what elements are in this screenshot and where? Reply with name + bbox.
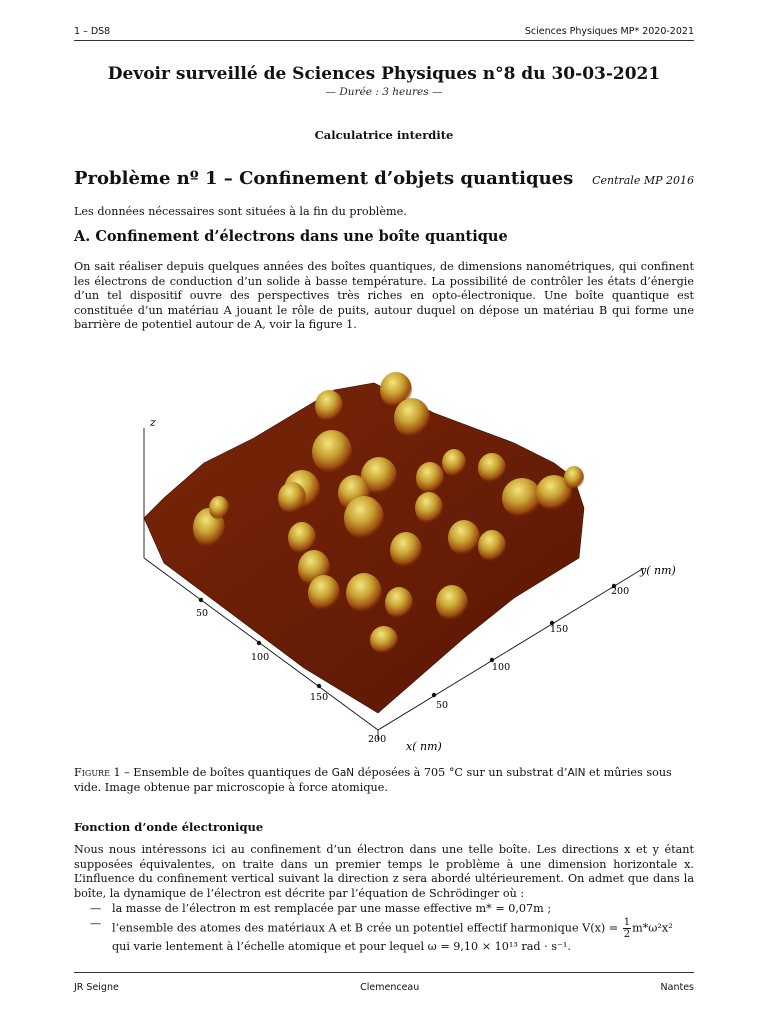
x-tick-50: 50: [196, 608, 209, 619]
figure-caption: Figure 1 – Ensemble de boîtes quantiques de GaN déposées à 705 °C sur un substrat d’AlN et mûries sous vide. Image obtenue par microscopie à force atomique.: [74, 766, 672, 794]
footer-rule: [74, 972, 694, 973]
footer-left: JR Seigne: [74, 982, 119, 993]
y-tick-150: 150: [550, 624, 569, 635]
caption-label: Figure 1: [74, 766, 121, 779]
calculator-notice: Calculatrice interdite: [314, 128, 454, 142]
aln-term: AlN: [567, 767, 586, 779]
header-left: 1 – DS8: [74, 26, 111, 37]
footer-right: Nantes: [660, 982, 694, 993]
paragraph-1: On sait réaliser depuis quelques années des boîtes quantiques, de dimensions nanométriques, qui confinent les électrons de conduction d’un solide à basse température. La possibilité de contrôler les états d’énergie d’un tel dispositif ouvre des perspectives très riches en opto-électronique. Une boîte quantique est constituée d’un matériau A jouant le rôle de puits, autour duquel on dépose un matériau B qui forme une barrière de potentiel autour de A, voir la figure 1.: [74, 260, 694, 332]
section-a-title: A. Confinement d’électrons dans une boîte quantique: [74, 228, 508, 245]
x-tick-200: 200: [368, 734, 387, 745]
list-item: — l’ensemble des atomes des matériaux A et B crée un potentiel effectif harmonique V(x) = $\frac{1}{2}$ m*ω²x² qui varie lentement à l’échelle atomique et pour lequel ω = 9,10 × 10¹³ rad · s⁻¹.: [90, 916, 673, 953]
paragraph-2: Nous nous intéressons ici au confinement d’un électron dans une telle boîte. Les directions x et y étant supposées équivalentes, on traite dans un premier temps le problème à une dimension horizontale x. L’influence du confinement vertical suivant la direction z sera abordé ultérieurement. On admet que dans la boîte, la dynamique de l’électron est décrite par l’équation de Schrödinger où :: [74, 843, 694, 900]
x-tick-100: 100: [251, 652, 270, 663]
fraction: $\frac{1}{2}$: [623, 916, 631, 940]
gan-term: GaN: [331, 767, 355, 779]
x-label: x( nm): [406, 740, 442, 753]
figure-1: [74, 368, 694, 758]
x-tick-150: 150: [310, 692, 329, 703]
page-header: [74, 26, 694, 37]
problem-source: Centrale MP 2016: [592, 174, 694, 187]
duration: — Durée : 3 heures —: [325, 86, 443, 98]
y-label: y( nm): [640, 564, 676, 577]
afm-surface-image: [74, 368, 694, 758]
problem-heading: [74, 168, 694, 189]
subsection-title: Fonction d’onde électronique: [74, 820, 264, 834]
list-item: — la masse de l’électron m est remplacée par une masse effective m* = 0,07m ;: [90, 902, 552, 915]
document-title: Devoir surveillé de Sciences Physiques n°8 du 30-03-2021: [107, 64, 661, 84]
intro-text: Les données nécessaires sont situées à la fin du problème.: [74, 205, 407, 218]
header-right: Sciences Physiques MP* 2020-2021: [524, 26, 694, 37]
z-label: z: [150, 416, 156, 429]
y-tick-100: 100: [492, 662, 511, 673]
footer-center: Clemenceau: [360, 982, 420, 993]
y-tick-200: 200: [611, 586, 630, 597]
page-footer: [74, 982, 694, 993]
assumption-list: [90, 902, 694, 954]
header-rule: [74, 40, 694, 41]
surface-base: [144, 383, 584, 713]
y-tick-50: 50: [436, 700, 449, 711]
problem-title: Problème nº 1 – Confinement d’objets quantiques: [74, 168, 574, 189]
